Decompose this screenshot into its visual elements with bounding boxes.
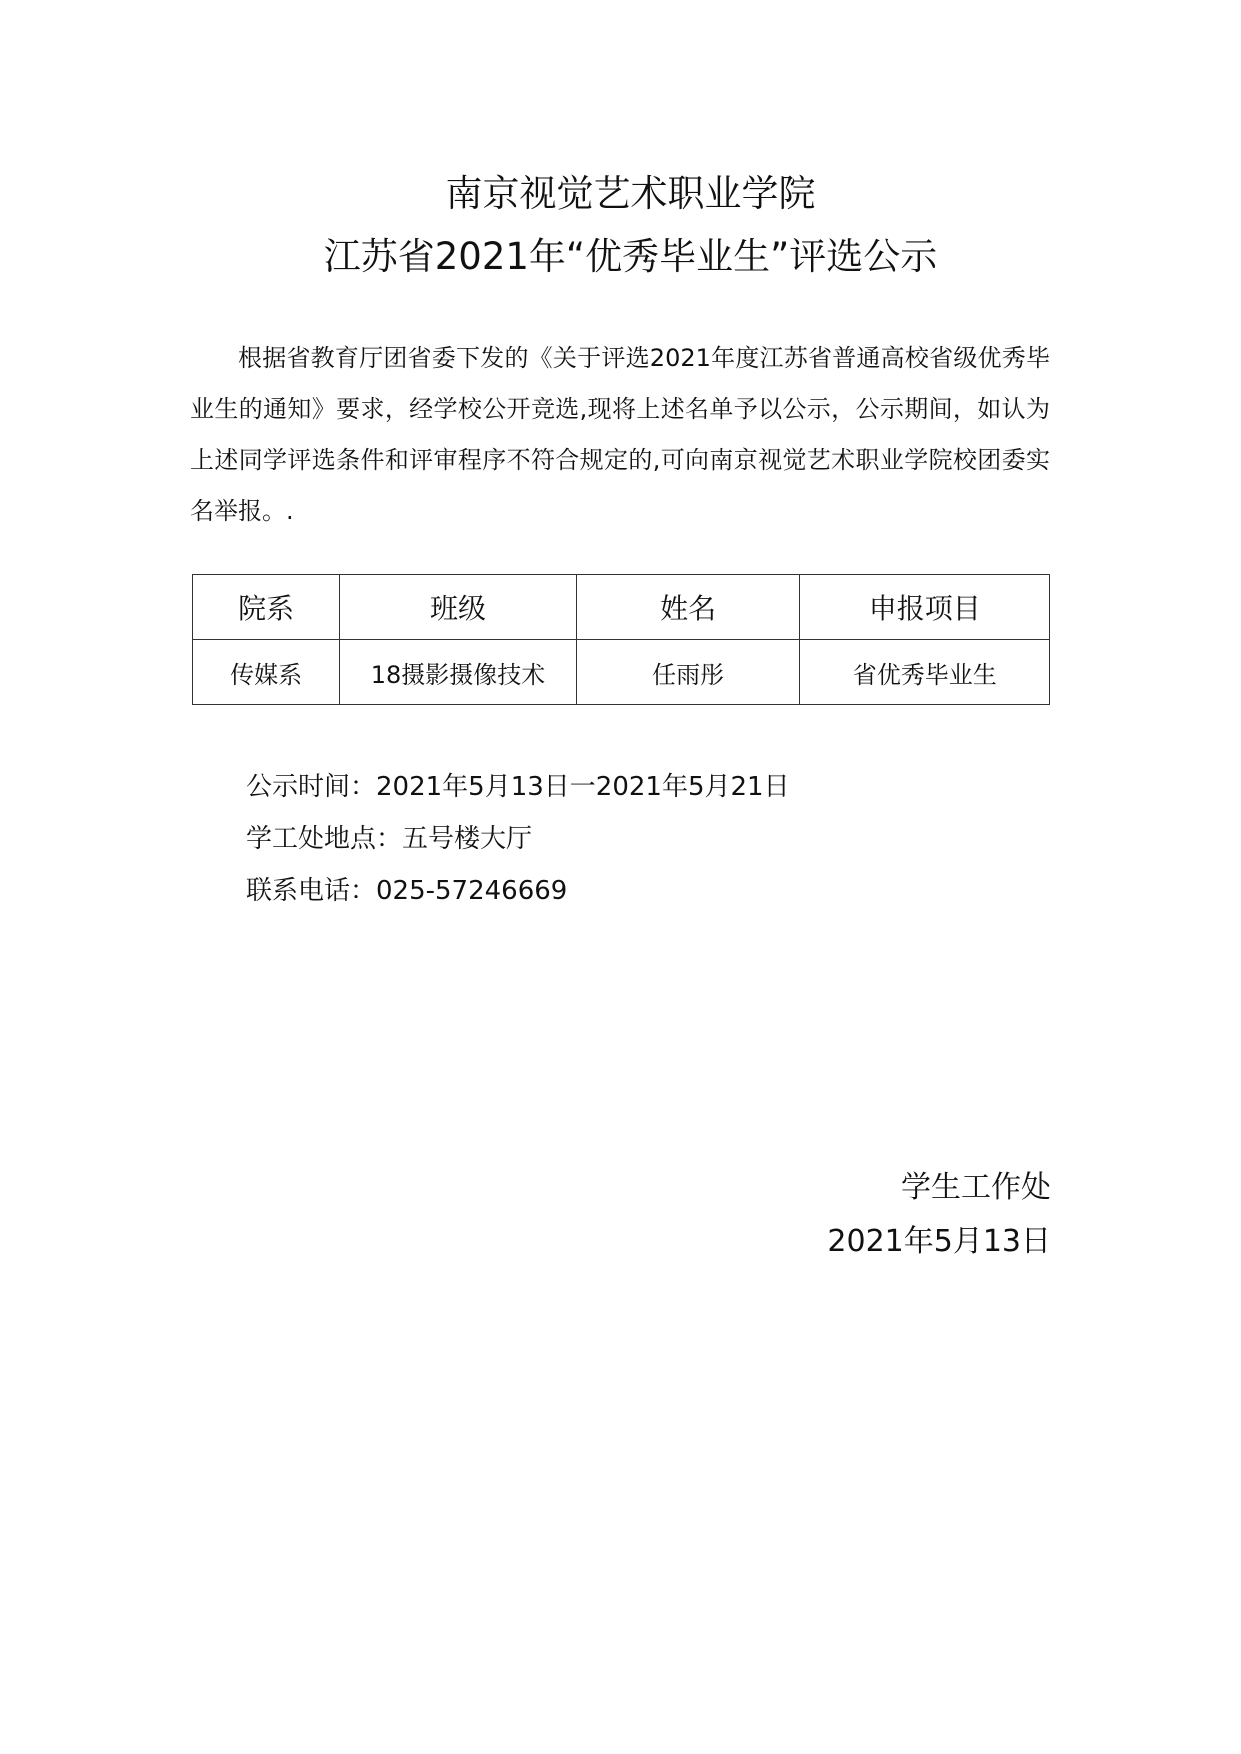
table-row [193,640,1050,705]
signature-date: 2021年5月13日 [827,1224,1051,1259]
page-title: 南京视觉艺术职业学院 [445,172,816,215]
table-header-row [193,575,1050,640]
page-subtitle: 江苏省2021年“优秀毕业生”评选公示 [323,235,938,278]
header-class: 班级 [340,575,577,640]
cell-class: 18摄影摄像技术 [340,640,577,705]
cell-award: 省优秀毕业生 [800,640,1050,705]
header-award: 申报项目 [800,575,1050,640]
header-name: 姓名 [576,575,800,640]
publicity-period: 公示时间：2021年5月13日一2021年5月21日 [246,772,790,802]
header-department: 院系 [193,575,340,640]
candidate-table [192,574,1050,705]
cell-name: 任雨彤 [576,640,800,705]
signature-office: 学生工作处 [901,1170,1051,1205]
cell-department: 传媒系 [193,640,340,705]
office-location: 学工处地点：五号楼大厅 [246,824,533,854]
notice-paragraph: 根据省教育厅团省委下发的《关于评选2021年度江苏省普通高校省级优秀毕业生的通知》要求，经学校公开竞选,现将上述名单予以公示，公示期间，如认为上述同学评选条件和评审程序不符合规定的,可向南京视觉艺术职业学院校团委实名举报。. [190,344,1050,525]
contact-phone: 联系电话：025-57246669 [246,876,568,906]
